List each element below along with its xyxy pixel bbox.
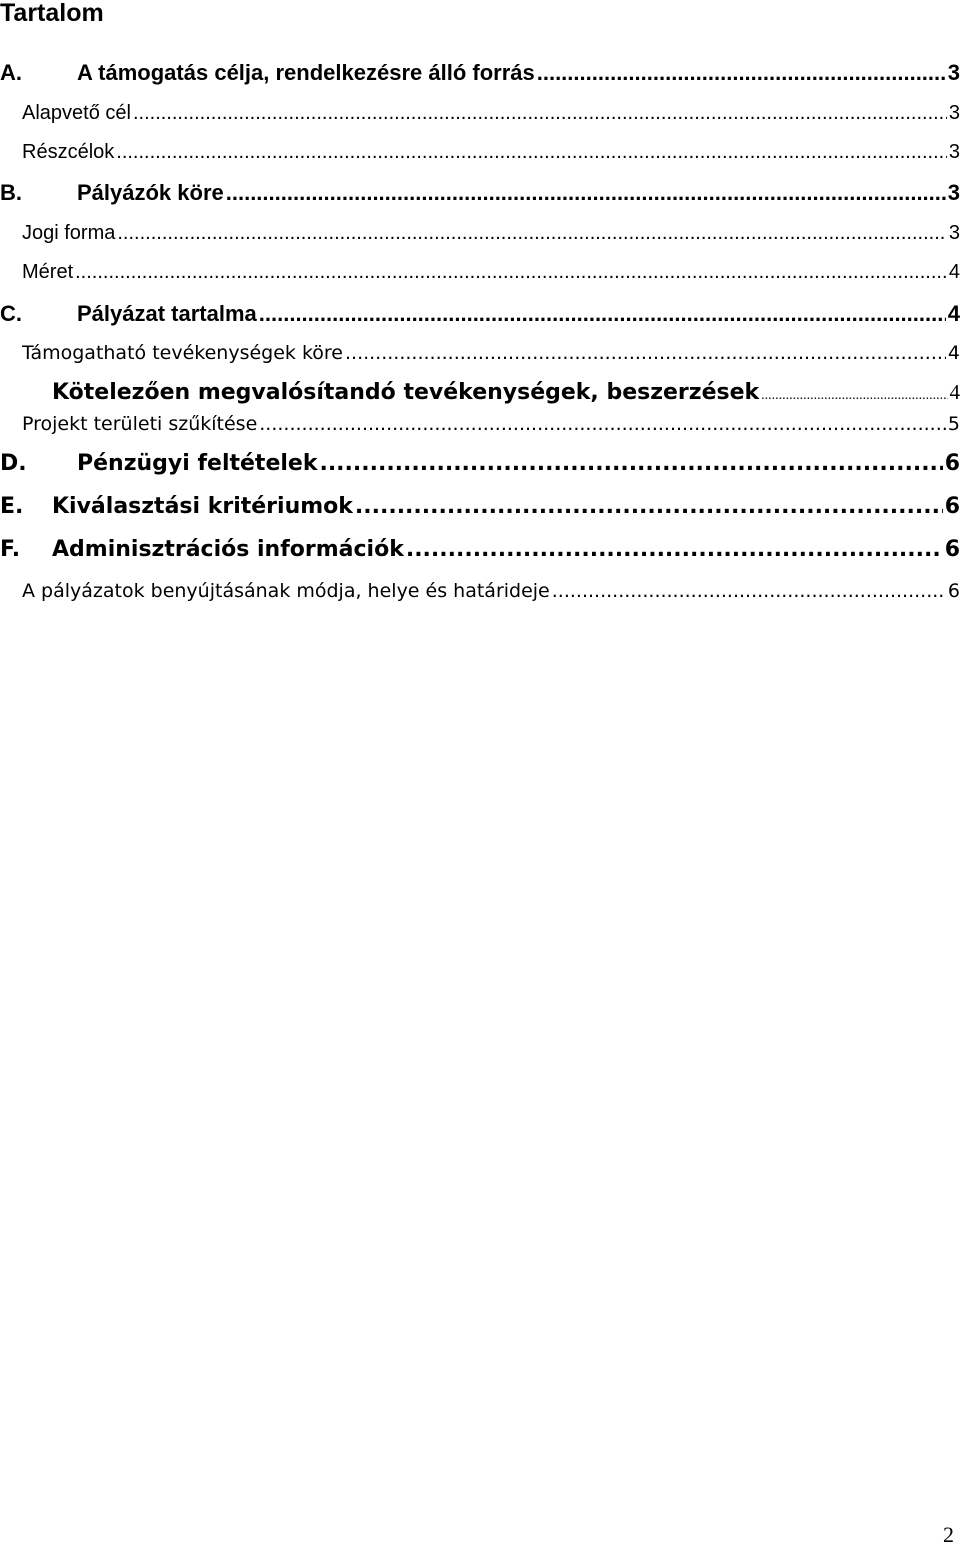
- toc-entry-number: E.: [0, 494, 24, 519]
- toc-entry-c[interactable]: [0, 301, 960, 329]
- toc-entry-label: Pályázat tartalma: [77, 301, 257, 326]
- toc-entry-label: Jogi forma: [22, 222, 116, 244]
- toc-entry-jogi-forma[interactable]: [22, 222, 960, 248]
- toc-dot-leader: [259, 413, 946, 435]
- toc-entry-page: 4: [949, 380, 960, 404]
- toc-dot-leader: [116, 141, 947, 164]
- toc-entry-alapveto-cel[interactable]: [22, 102, 960, 128]
- toc-entry-f[interactable]: [0, 537, 960, 567]
- toc-dot-leader: [319, 451, 942, 476]
- toc-entry-number: D.: [0, 451, 27, 476]
- toc-entry-label: Kiválasztási kritériumok: [52, 494, 353, 519]
- toc-dot-leader: [133, 102, 947, 125]
- toc-entry-label: Pénzügyi feltételek: [77, 451, 318, 476]
- toc-dot-leader: [537, 60, 946, 86]
- toc-dot-leader: [259, 301, 946, 327]
- toc-entry-label: Részcélok: [22, 141, 115, 163]
- toc-entry-page: 4: [947, 342, 960, 364]
- toc-dot-leader: [761, 388, 947, 404]
- toc-entry-benyujtas-modja[interactable]: [22, 580, 960, 606]
- toc-entry-reszcelok[interactable]: [22, 141, 960, 167]
- toc-entry-number: C.: [0, 301, 22, 326]
- toc-entry-page: 6: [944, 494, 960, 519]
- toc-dot-leader: [117, 222, 947, 245]
- toc-entry-b[interactable]: [0, 180, 960, 208]
- toc-entry-kotelezoen-megvalositando[interactable]: [52, 380, 960, 410]
- toc-entry-page: 6: [944, 451, 960, 476]
- toc-entry-page: 3: [948, 141, 960, 163]
- toc-entry-projekt-teruleti-szukitese[interactable]: [22, 413, 960, 439]
- toc-dot-leader: [75, 261, 947, 284]
- toc-entry-label: A támogatás célja, rendelkezésre álló forrás: [77, 60, 535, 85]
- toc-entry-d[interactable]: [0, 451, 960, 481]
- toc-entry-label: Méret: [22, 261, 74, 283]
- toc-entry-e[interactable]: [0, 494, 960, 524]
- toc-entry-number: F.: [0, 537, 21, 562]
- toc-entry-label: Pályázók köre: [77, 180, 224, 205]
- toc-entry-page: 5: [947, 413, 960, 435]
- page-number: 2: [943, 1522, 954, 1547]
- toc-entry-page: 6: [947, 580, 960, 602]
- toc-entry-label: Projekt területi szűkítése: [22, 413, 258, 435]
- toc-entry-label: Kötelezően megvalósítandó tevékenységek, beszerzések: [52, 380, 760, 405]
- toc-entry-page: 3: [948, 102, 960, 124]
- toc-entry-page: 4: [947, 301, 960, 326]
- toc-dot-leader: [345, 342, 946, 364]
- toc-entry-a[interactable]: [0, 60, 960, 88]
- toc-dot-leader: [226, 180, 946, 206]
- toc-entry-tamogathato-tevekenysegek[interactable]: [22, 342, 960, 368]
- toc-entry-meret[interactable]: [22, 261, 960, 287]
- toc-entry-label: Támogatható tevékenységek köre: [22, 342, 343, 364]
- toc-entry-page: 3: [948, 222, 960, 244]
- toc-entry-number: B.: [0, 180, 22, 205]
- toc-dot-leader: [552, 580, 946, 602]
- toc-entry-label: Adminisztrációs információk: [52, 537, 404, 562]
- toc-dot-leader: [406, 537, 943, 562]
- toc-entry-label: Alapvető cél: [22, 102, 131, 124]
- toc-entry-page: 4: [948, 261, 960, 283]
- toc-entry-number: A.: [0, 60, 22, 85]
- toc-entry-page: 3: [947, 180, 960, 205]
- toc-entry-label: A pályázatok benyújtásának módja, helye és határideje: [22, 580, 550, 602]
- toc-entry-page: 3: [947, 60, 960, 85]
- toc-dot-leader: [355, 494, 943, 519]
- toc-entry-page: 6: [944, 537, 960, 562]
- toc-title: Tartalom: [0, 0, 104, 27]
